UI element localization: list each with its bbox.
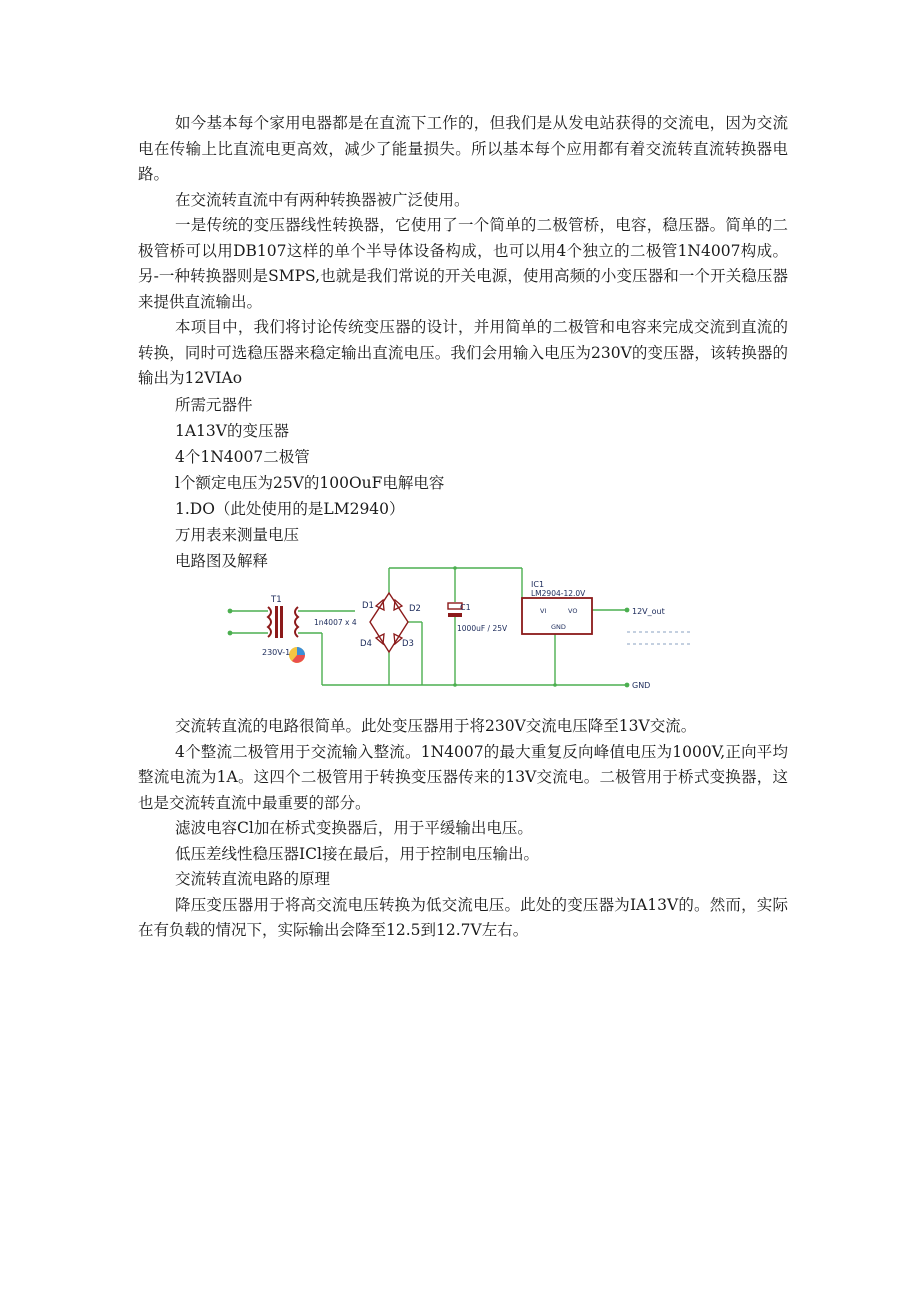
intro-paragraph-1: 如今基本每个家用电器都是在直流下工作的，但我们是从发电站获得的交流电，因为交流电在传输上比直流电更高效，减少了能量损失。所以基本每个应用都有着交流转直流转换器电路。 [138,114,788,183]
label-d1: D1 [362,601,374,611]
explanation-section [138,714,788,944]
intro-paragraph-4: 本项目中，我们将讨论传统变压器的设计，并用简单的二极管和电容来完成交流到直流的转换，同时可选稳压器来稳定输出直流电压。我们会用输入电压为230V的变压器，该转换器的输出为12VIAo [138,318,789,387]
explanation-paragraph-5: 交流转直流电路的原理 [175,870,331,888]
transformer-t1 [268,606,298,638]
component-item: 万用表来测量电压 [175,525,300,544]
components-heading: 所需元器件 [175,395,253,414]
label-c1: C1 [460,603,471,612]
label-ic1: IC1 [531,580,545,589]
intro-paragraph-3: 一是传统的变压器线性转换器，它使用了一个简单的二极管桥，电容，稳压器。简单的二极管桥可以用DB107这样的单个半导体设备构成，也可以用4个独立的二极管1N4007构成。另-一种转换器则是SMPS,也就是我们常说的开关电源，使用高频的小变压器和一个开关稳压器来提供直流输出。 [138,216,788,311]
explanation-paragraph-4: 低压差线性稳压器ICl接在最后，用于控制电压输出。 [175,844,539,863]
component-item: 1.DO（此处使用的是LM2940） [175,499,405,518]
component-item: l个额定电压为25V的100OuF电解电容 [175,473,445,492]
label-ic1-part: LM2904-12.0V [531,589,586,598]
explanation-paragraph-1: 交流转直流的电路很简单。此处变压器用于将230V交流电压降至13V交流。 [175,717,697,735]
circuit-terminals [228,566,630,687]
transformer-status-icon [289,647,305,663]
label-t1-voltage: 230V-1 [262,648,291,657]
intro-paragraph-2: 在交流转直流中有两种转换器被广泛使用。 [175,190,470,209]
label-vi: VI [540,607,547,615]
output-dashes [627,632,692,644]
label-vo: VO [568,607,578,615]
label-d4: D4 [360,639,372,649]
label-d3: D3 [402,639,414,649]
explanation-paragraph-2: 4个整流二极管用于交流输入整流。1N4007的最大重复反向峰值电压为1000V,正向平均整流电流为1A。这四个二极管用于转换变压器传来的13V交流电。二极管用于桥式变换器，这也是交流转直流中最重要的部分。 [138,742,788,812]
circuit-heading: 电路图及解释 [175,551,269,570]
intro-section [138,111,788,574]
circuit-diagram [222,562,692,696]
label-d2: D2 [409,604,421,614]
label-c1-value: 1000uF / 25V [457,624,508,633]
explanation-paragraph-3: 滤波电容Cl加在桥式变换器后，用于平缓输出电压。 [175,819,533,837]
label-gnd: GND [632,681,651,690]
label-t1: T1 [271,595,282,605]
explanation-paragraph-6: 降压变压器用于将高交流电压转换为低交流电压。此处的变压器为IA13V的。然而，实际在有负载的情况下，实际输出会降至12.5到12.7V左右。 [138,895,788,939]
component-item: 4个1N4007二极管 [175,447,310,466]
label-12v-out: 12V_out [632,607,665,616]
circuit-wires [230,568,627,685]
component-item: 1A13V的变压器 [175,421,289,440]
label-ic-gnd: GND [551,623,566,631]
label-bridge: 1n4007 x 4 [314,618,357,627]
